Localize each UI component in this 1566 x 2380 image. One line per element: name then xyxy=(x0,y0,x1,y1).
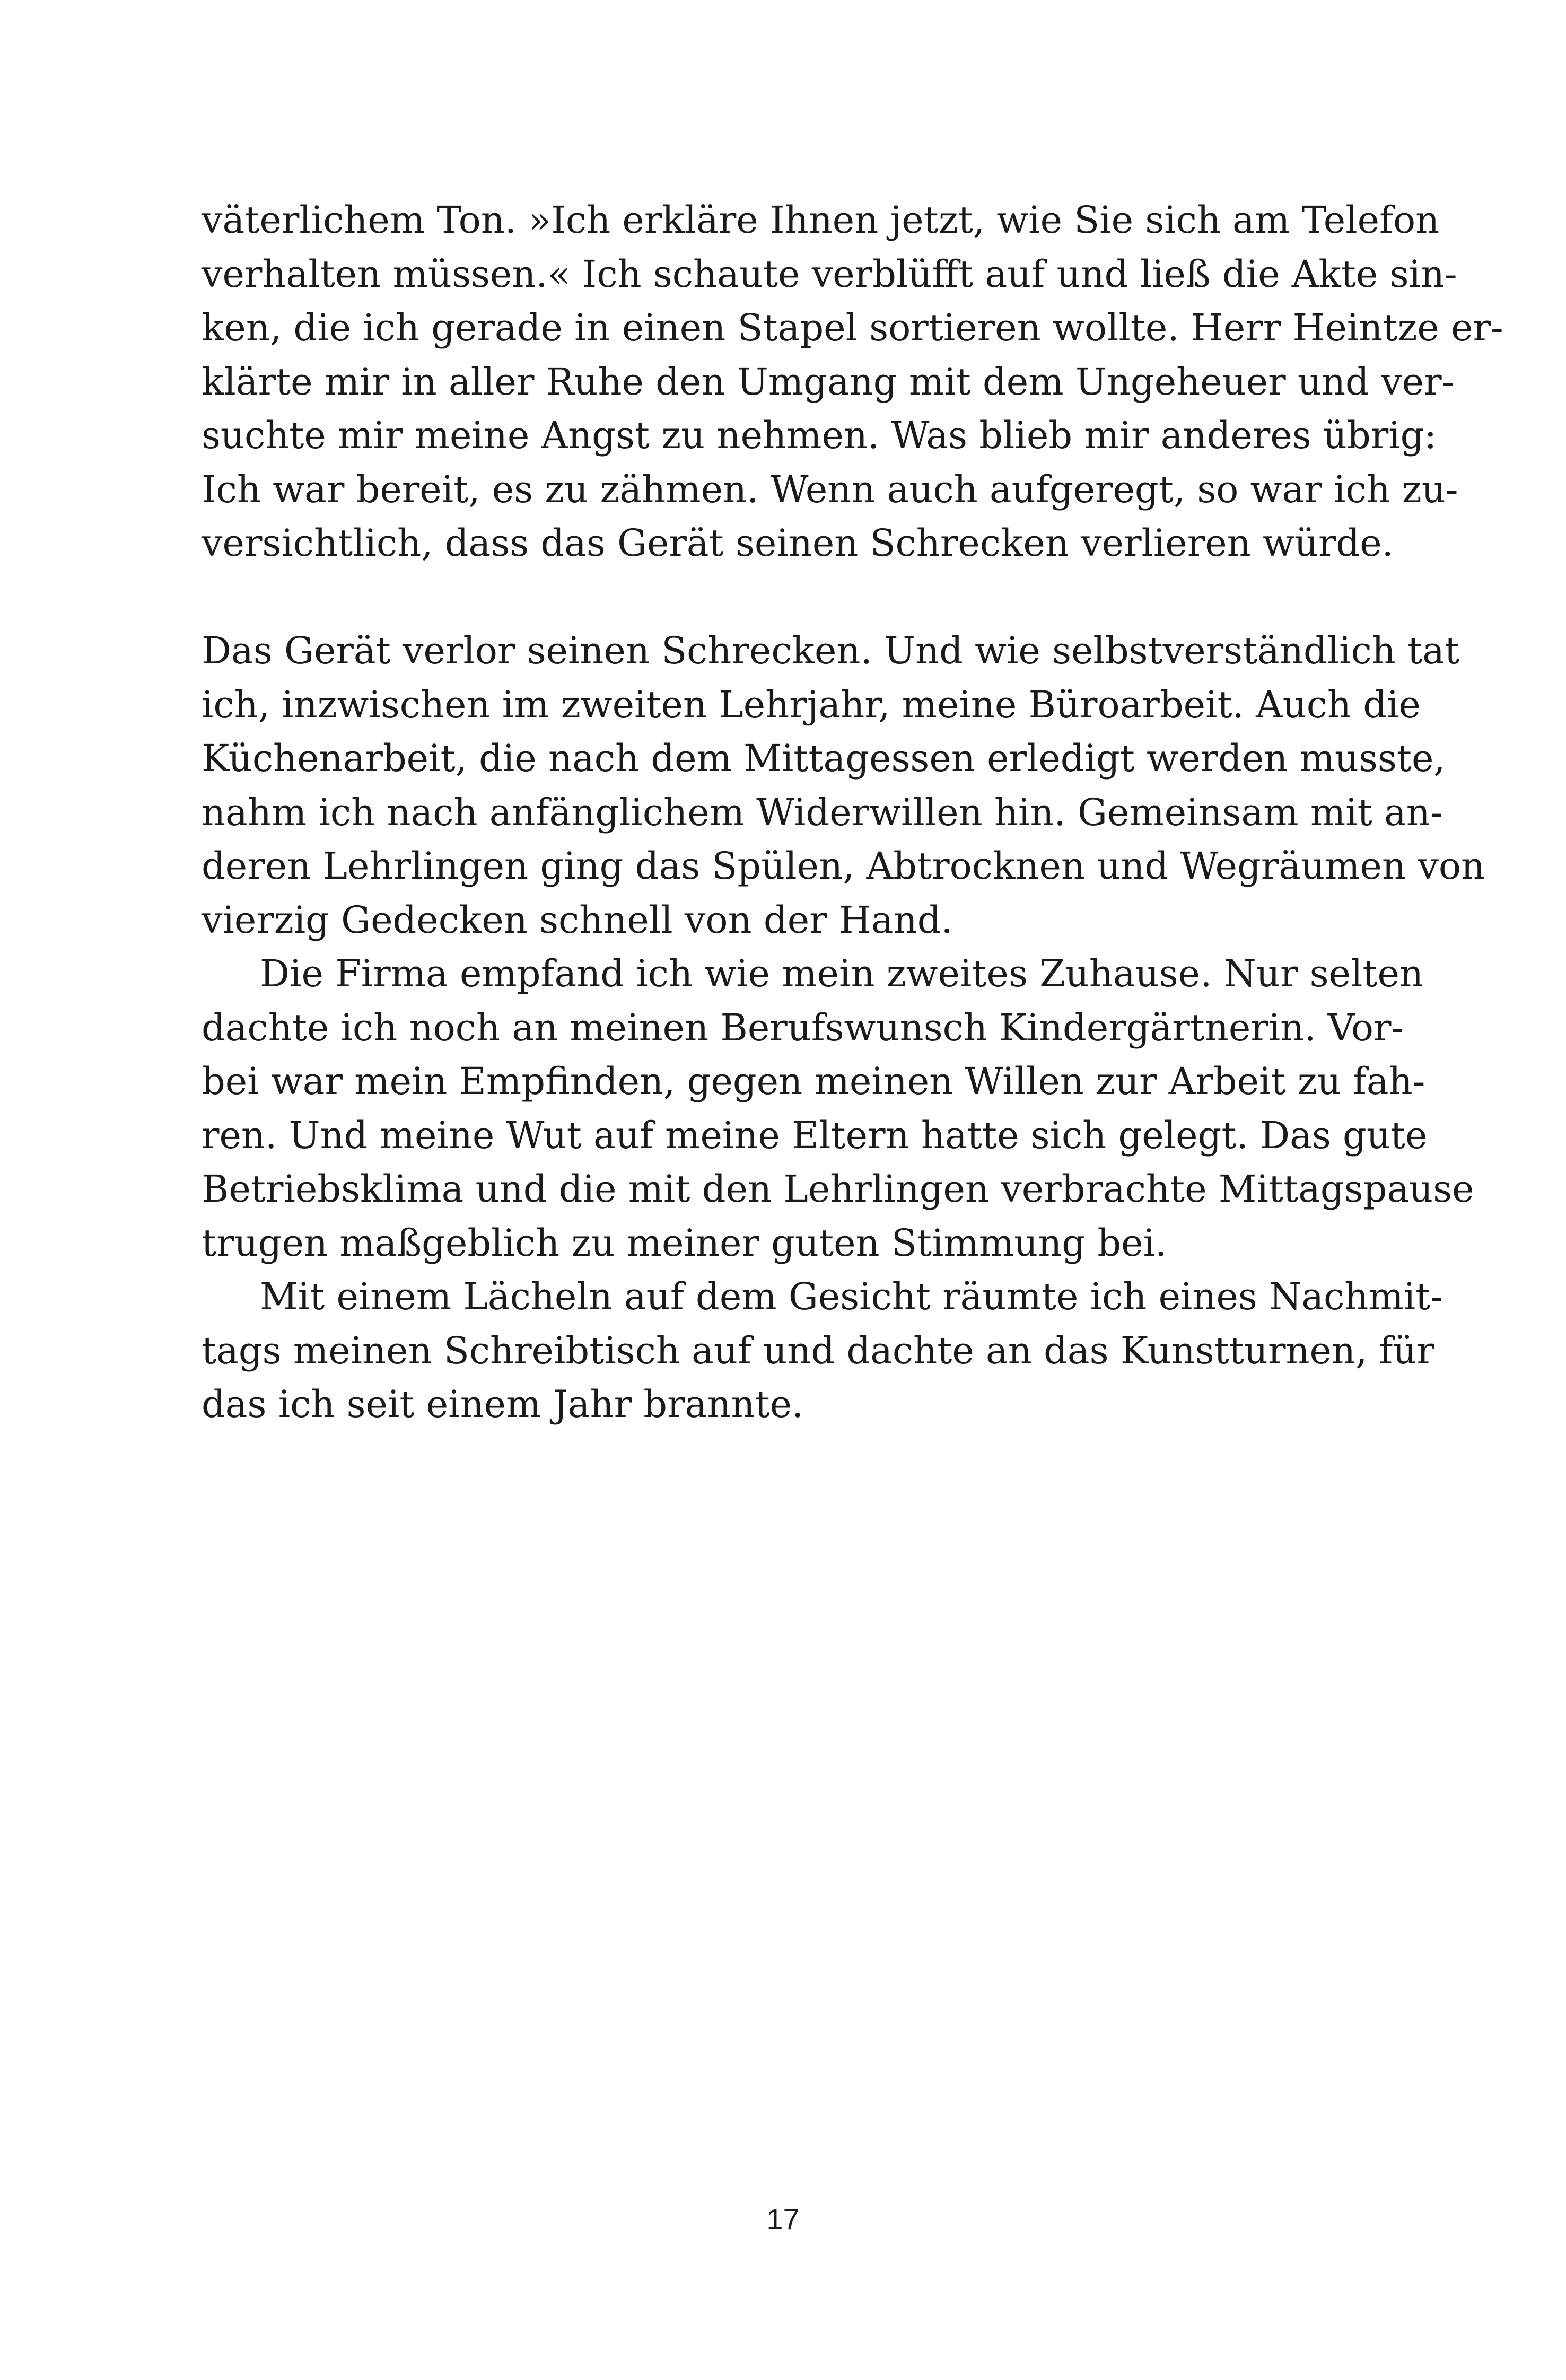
section-break xyxy=(202,571,1389,625)
text-line: deren Lehrlingen ging das Spülen, Abtrocknen und Wegräumen von xyxy=(202,844,1485,888)
text-line: verhalten müssen.« Ich schaute verblüfft auf und ließ die Akte sin- xyxy=(202,252,1457,296)
text-line: klärte mir in aller Ruhe den Umgang mit dem Ungeheuer und ver- xyxy=(202,360,1455,404)
text-line: versichtlich, dass das Gerät seinen Schrecken verlieren würde. xyxy=(202,521,1394,565)
text-line: nahm ich nach anfänglichem Widerwillen hin. Gemeinsam mit an- xyxy=(202,790,1443,834)
text-line: vierzig Gedecken schnell von der Hand. xyxy=(202,898,953,942)
text-line: Küchenarbeit, die nach dem Mittagessen erledigt werden musste, xyxy=(202,737,1446,780)
text-line: Das Gerät verlor seinen Schrecken. Und wie selbstverständlich tat xyxy=(202,629,1460,672)
text-line: suchte mir meine Angst zu nehmen. Was blieb mir anderes übrig: xyxy=(202,414,1437,457)
page-number: 17 xyxy=(766,2202,800,2236)
text-line: ren. Und meine Wut auf meine Eltern hatte sich gelegt. Das gute xyxy=(202,1113,1428,1157)
text-line: ich, inzwischen im zweiten Lehrjahr, meine Büroarbeit. Auch die xyxy=(202,682,1421,727)
text-line: väterlichem Ton. »Ich erkläre Ihnen jetzt, wie Sie sich am Telefon xyxy=(202,198,1440,242)
text-line: dachte ich noch an meinen Berufswunsch Kindergärtnerin. Vor- xyxy=(202,1005,1404,1049)
text-line: Betriebsklima und die mit den Lehrlingen verbrachte Mittagspause xyxy=(202,1167,1474,1211)
text-line: Mit einem Lächeln auf dem Gesicht räumte ich eines Nachmit- xyxy=(260,1275,1443,1318)
text-line: tags meinen Schreibtisch auf und dachte an das Kunstturnen, für xyxy=(202,1328,1435,1372)
body-text xyxy=(202,194,1503,1432)
text-line: trugen maßgeblich zu meiner guten Stimmung bei. xyxy=(202,1221,1167,1265)
text-line: das ich seit einem Jahr brannte. xyxy=(202,1382,804,1426)
text-line: Die Firma empfand ich wie mein zweites Zuhause. Nur selten xyxy=(260,952,1424,995)
text-line: ken, die ich gerade in einen Stapel sortieren wollte. Herr Heintze er- xyxy=(202,306,1503,349)
text-line: Ich war bereit, es zu zähmen. Wenn auch aufgeregt, so war ich zu- xyxy=(202,467,1458,511)
text-line: bei war mein Empfinden, gegen meinen Willen zur Arbeit zu fah- xyxy=(202,1060,1425,1103)
